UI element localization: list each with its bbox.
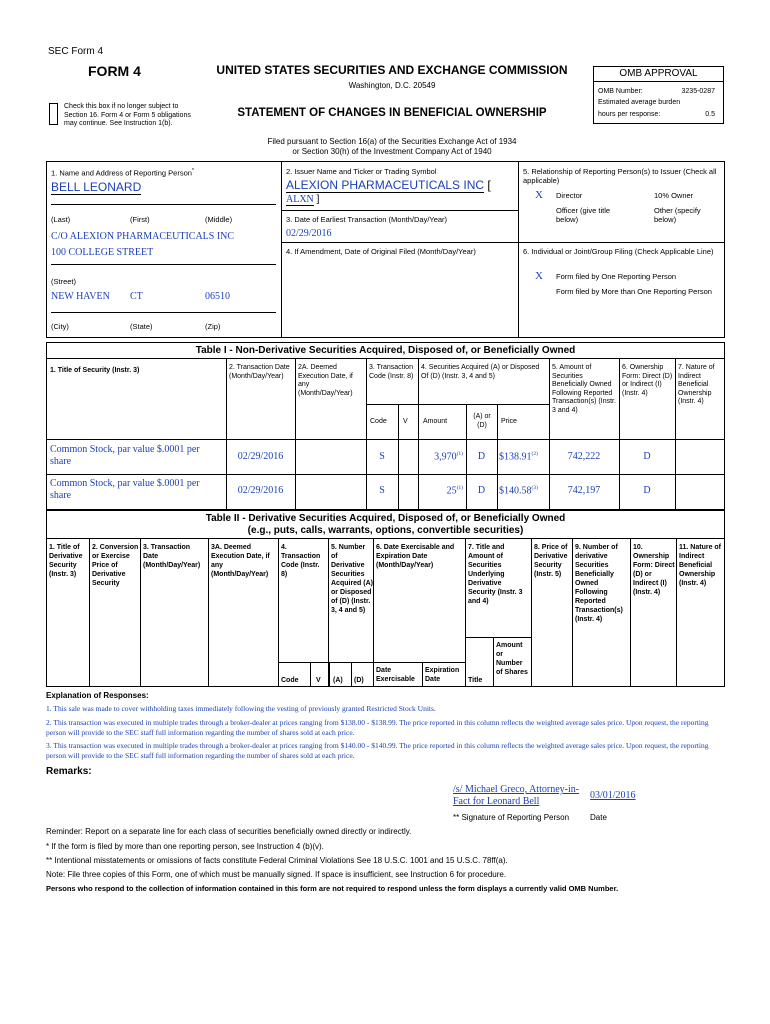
- t2-h1: 1. Title of Derivative Security (Instr. 3): [49, 544, 83, 578]
- first-label: (First): [130, 215, 150, 224]
- signature-date: 03/01/2016: [590, 790, 636, 801]
- t1-row2-owned: 742,197: [567, 485, 601, 496]
- checkbox-text: Check this box if no longer subject to Section 16. Form 4 or Form 5 obligations may continue. See Instruction 1(b).: [64, 103, 191, 127]
- t2-sub-d: (D): [354, 677, 364, 684]
- other-label: Other (specify below): [654, 206, 701, 224]
- t2-sub-expiration: Expiration Date: [425, 667, 460, 683]
- t1-row1-date: 02/29/2016: [237, 451, 284, 462]
- t1-row2-code: S: [379, 485, 385, 496]
- filed-line2: or Section 30(h) of the Investment Company Act of 1940: [292, 147, 492, 156]
- t2-sub-code: Code: [281, 677, 299, 684]
- omb-burden-label: Estimated average burden: [598, 99, 681, 106]
- no-longer-subject-checkbox[interactable]: [49, 103, 58, 125]
- state-label: (State): [130, 322, 153, 331]
- more-persons-label: Form filed by More than One Reporting Person: [556, 287, 712, 296]
- ten-percent-owner-label: 10% Owner: [654, 191, 694, 200]
- date-label: Date: [590, 813, 607, 822]
- signature: /s/ Michael Greco, Attorney-in-Fact for Leonard Bell: [453, 784, 580, 807]
- last-label: (Last): [51, 215, 71, 224]
- t2-sub-v: V: [316, 677, 321, 684]
- ticker-symbol[interactable]: ALXN: [286, 194, 314, 205]
- issuer-line: ALEXION PHARMACEUTICALS INC [: [286, 178, 491, 192]
- city-label: (City): [51, 322, 69, 331]
- omb-title: OMB APPROVAL: [594, 67, 723, 82]
- t2-sub-title: Title: [468, 677, 483, 684]
- one-person-label: Form filed by One Reporting Person: [556, 272, 677, 281]
- state-value: CT: [130, 291, 143, 302]
- signature-label: ** Signature of Reporting Person: [453, 813, 570, 822]
- t1-h2a: 2A. Deemed Execution Date, if any (Month/Day/Year): [298, 364, 353, 397]
- t1-row1-owned: 742,222: [567, 451, 601, 462]
- form-title: FORM 4: [88, 63, 141, 79]
- street-label: (Street): [51, 277, 77, 286]
- box6-label: 6. Individual or Joint/Group Filing (Check Applicable Line): [523, 247, 714, 256]
- box4-label: 4. If Amendment, Date of Original Filed (Month/Day/Year): [286, 247, 476, 256]
- t1-row1-title: Common Stock, par value $.0001 per share: [50, 444, 200, 467]
- t1-row2-form: D: [643, 485, 651, 496]
- omb-number-label: OMB Number:: [598, 88, 643, 95]
- city-value: NEW HAVEN: [51, 291, 110, 302]
- footnote-3: 3. This transaction was executed in multiple trades through a broker-dealer at prices ranging from $140.00 - $140.99. The price reported in this column reflects the weighted average sales price. Upon request, the reporting person will provide to the SEC staff full information regarding the number of shares sold at each price.: [46, 741, 709, 760]
- t2-h7: 7. Title and Amount of Securities Underlying Derivative Security (Instr. 3 and 4): [468, 544, 523, 605]
- t2-h6: 6. Date Exercisable and Expiration Date (Month/Day/Year): [376, 544, 455, 569]
- t1-sub-price: Price: [501, 418, 517, 425]
- t2-sub-amount: Amount or Number of Shares: [496, 642, 528, 676]
- note-misstatements: ** Intentional misstatements or omissions of facts constitute Federal Criminal Violations See 18 U.S.C. 1001 and 15 U.S.C. 78ff(a).: [46, 856, 508, 865]
- t1-sub-code: Code: [370, 418, 387, 425]
- omb-hours-value: 0.5: [705, 111, 715, 118]
- address-line1: C/O ALEXION PHARMACEUTICALS INC: [51, 231, 235, 242]
- omb-approval-box: [593, 66, 724, 124]
- note-copies: Note: File three copies of this Form, one of which must be manually signed. If space is insufficient, see Instruction 6 for procedure.: [46, 870, 507, 879]
- t1-h5: 5. Amount of Securities Beneficially Owned Following Reported Transaction(s) (Instr. 3 and 4): [552, 364, 616, 414]
- box2-label: 2. Issuer Name and Ticker or Trading Symbol: [286, 167, 437, 176]
- director-checkmark[interactable]: X: [535, 189, 543, 201]
- t1-h3: 3. Transaction Code (Instr. 8): [369, 364, 414, 380]
- t1-sub-aord: (A) or (D): [473, 413, 491, 429]
- t2-sub-date-exercisable: Date Exercisable: [376, 667, 415, 683]
- t2-h3a: 3A. Deemed Execution Date, if any (Month/Day/Year): [211, 544, 270, 578]
- address-line2: 100 COLLEGE STREET: [51, 247, 154, 258]
- omb-number-value: 3235-0287: [681, 88, 715, 95]
- omb-hours-label: hours per response:: [598, 111, 661, 118]
- t1-row2-ad: D: [477, 485, 486, 496]
- t1-row2-price: $140.58$^{(3)}$: [499, 485, 538, 497]
- t1-row1-price: $138.91$^{(2)}$: [499, 451, 538, 463]
- commission-title: UNITED STATES SECURITIES AND EXCHANGE COMMISSION: [216, 63, 568, 77]
- t1-row2-date: 02/29/2016: [237, 485, 284, 496]
- director-label: Director: [556, 191, 583, 200]
- t2-h4: 4. Transaction Code (Instr. 8): [281, 544, 321, 578]
- issuer-name[interactable]: ALEXION PHARMACEUTICALS INC: [286, 178, 485, 192]
- t1-h7: 7. Nature of Indirect Beneficial Ownership (Instr. 4): [678, 364, 715, 405]
- t2-h2: 2. Conversion or Exercise Price of Derivative Security: [92, 544, 139, 587]
- t1-row2-amount: 25$^{(1)}$: [446, 485, 463, 497]
- note-multiple-persons: * If the form is filed by more than one reporting person, see Instruction 4 (b)(v).: [46, 842, 324, 851]
- t2-h10: 10. Ownership Form: Direct (D) or Indirect (I) (Instr. 4): [633, 544, 675, 596]
- filed-line1: Filed pursuant to Section 16(a) of the Securities Exchange Act of 1934: [267, 137, 517, 146]
- remarks-title: Remarks:: [46, 766, 92, 777]
- reminder-text: Reminder: Report on a separate line for each class of securities beneficially owned directly or indirectly.: [46, 827, 412, 836]
- ticker-line: ALXN ]: [286, 194, 320, 205]
- t2-h9: 9. Number of derivative Securities Beneficially Owned Following Reported Transaction(s) (Instr. 4): [575, 544, 623, 623]
- table2-title2: (e.g., puts, calls, warrants, options, convertible securities): [247, 525, 524, 536]
- omb-notice: Persons who respond to the collection of information contained in this form are not required to respond unless the form displays a currently valid OMB Number.: [46, 884, 619, 893]
- t1-row2-title: Common Stock, par value $.0001 per share: [50, 478, 200, 501]
- box1-label: 1. Name and Address of Reporting Person*: [51, 168, 195, 178]
- t2-h3: 3. Transaction Date (Month/Day/Year): [143, 544, 201, 569]
- t2-h11: 11. Nature of Indirect Beneficial Ownership (Instr. 4): [679, 544, 722, 587]
- table1-title: Table I - Non-Derivative Securities Acquired, Disposed of, or Beneficially Owned: [195, 345, 576, 356]
- officer-label: Officer (give title below): [556, 206, 611, 224]
- t1-row1-ad: D: [477, 451, 486, 462]
- t2-sub-a: (A): [333, 677, 343, 684]
- t1-row1-amount: 3,970$^{(1)}$: [434, 451, 463, 463]
- t1-h6: 6. Ownership Form: Direct (D) or Indirect (I) (Instr. 4): [622, 364, 673, 397]
- t2-h5: 5. Number of Derivative Securities Acquired (A) or Disposed of (D) (Instr. 3, 4 and 5): [331, 544, 373, 614]
- zip-value: 06510: [205, 291, 230, 302]
- box3-label: 3. Date of Earliest Transaction (Month/Day/Year): [286, 215, 448, 224]
- t1-sub-amount: Amount: [423, 418, 448, 425]
- table2-title1: Table II - Derivative Securities Acquired, Disposed of, or Beneficially Owned: [205, 513, 566, 524]
- earliest-transaction-date: 02/29/2016: [286, 228, 332, 239]
- one-person-checkmark[interactable]: X: [535, 270, 543, 282]
- t1-row1-form: D: [643, 451, 651, 462]
- explanation-title: Explanation of Responses:: [46, 691, 149, 700]
- reporting-person-name[interactable]: BELL LEONARD: [51, 180, 142, 194]
- t1-h1: 1. Title of Security (Instr. 3): [50, 367, 140, 374]
- statement-title: STATEMENT OF CHANGES IN BENEFICIAL OWNERSHIP: [237, 107, 547, 119]
- t1-h2: 2. Transaction Date (Month/Day/Year): [229, 364, 290, 380]
- commission-address: Washington, D.C. 20549: [348, 81, 436, 90]
- t1-h4: 4. Securities Acquired (A) or Disposed Of (D) (Instr. 3, 4 and 5): [421, 364, 540, 380]
- t1-row1-code: S: [379, 451, 385, 462]
- footnote-1: 1. This sale was made to cover withholding taxes immediately following the vesting of previously granted Restricted Stock Units.: [46, 704, 436, 713]
- footnote-2: 2. This transaction was executed in multiple trades through a broker-dealer at prices ranging from $138.00 - $138.99. The price reported in this column reflects the weighted average sales price. Upon request, the reporting person will provide to the SEC staff full information regarding the number of shares sold at each price.: [46, 718, 709, 737]
- t2-h8: 8. Price of Derivative Security (Instr. 5): [534, 544, 568, 578]
- zip-label: (Zip): [205, 322, 221, 331]
- t1-sub-v: V: [403, 418, 408, 425]
- box5-label: 5. Relationship of Reporting Person(s) to Issuer (Check all applicable): [523, 167, 717, 185]
- sec-form-label: SEC Form 4: [48, 46, 104, 57]
- middle-label: (Middle): [205, 215, 233, 224]
